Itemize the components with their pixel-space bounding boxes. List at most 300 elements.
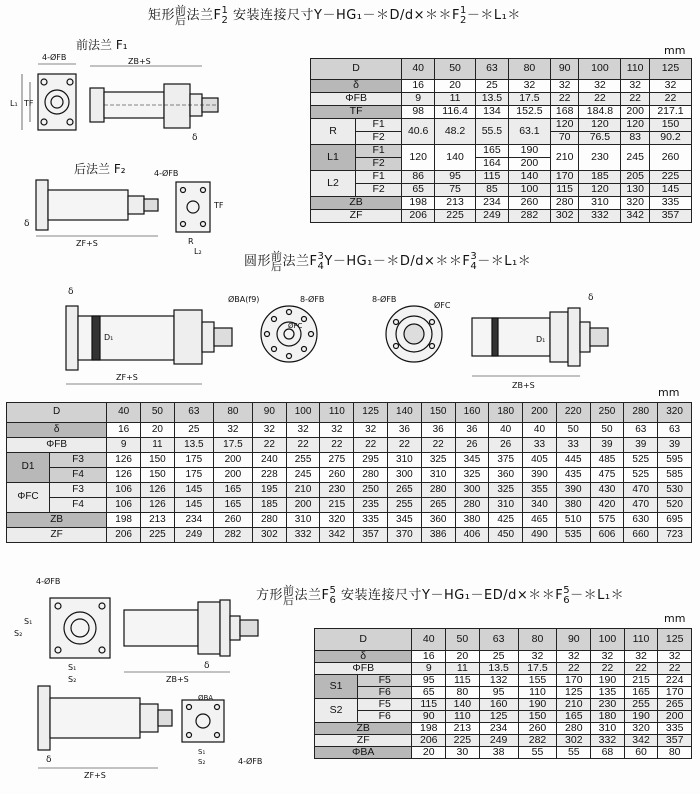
cell: 120 — [621, 119, 650, 132]
cell: 22 — [591, 663, 625, 675]
cell: 63 — [624, 423, 658, 438]
cell: 260 — [320, 468, 354, 483]
cell: 165 — [475, 145, 508, 158]
cell: 234 — [174, 513, 213, 528]
cell: 340 — [523, 498, 557, 513]
cell: 250 — [354, 483, 388, 498]
section3-title-prefix: 方形 — [256, 588, 284, 603]
cell: 11 — [446, 663, 480, 675]
round-flange-drawing — [6, 278, 696, 398]
header-cell: D — [7, 403, 107, 423]
cell: 357 — [649, 210, 691, 223]
table-row — [7, 438, 692, 453]
cell: 60 — [624, 747, 658, 759]
cell: 325 — [489, 483, 523, 498]
table-row — [311, 171, 692, 184]
row-label: ZB — [7, 513, 107, 528]
table-row — [7, 423, 692, 438]
row-label: ΦFB — [315, 663, 412, 675]
l2-dim-text: L₂ — [194, 247, 202, 256]
cell: 210 — [550, 145, 579, 171]
cell: 17.5 — [518, 663, 557, 675]
cell: 282 — [213, 528, 252, 543]
s2-dim-text-1v: S₂ — [14, 629, 23, 638]
cell: 485 — [590, 453, 624, 468]
cell: 206 — [412, 735, 446, 747]
cell: 90 — [412, 711, 446, 723]
cell: 206 — [402, 210, 435, 223]
section1-frac2 — [460, 6, 467, 26]
cell: 100 — [508, 184, 550, 197]
cell: 165 — [213, 498, 252, 513]
header-cell: 50 — [435, 59, 476, 80]
cell: 120 — [402, 145, 435, 171]
cell: 17.5 — [508, 93, 550, 106]
header-cell: D — [315, 629, 412, 651]
cell: 325 — [455, 468, 489, 483]
cell: 520 — [658, 498, 692, 513]
s2-dim-text-2: S₂ — [198, 758, 206, 766]
cell: 445 — [556, 453, 590, 468]
section2-table — [6, 402, 692, 543]
round-flange-end-view-1 — [261, 306, 317, 362]
cell: 115 — [412, 699, 446, 711]
cell: 32 — [579, 80, 621, 93]
cell: 17.5 — [213, 438, 252, 453]
cell: 80 — [446, 687, 480, 699]
cell: 39 — [658, 438, 692, 453]
r-dim-text: R — [188, 237, 194, 246]
cell: 16 — [107, 423, 141, 438]
cell: 282 — [508, 210, 550, 223]
cell: 245 — [286, 468, 320, 483]
frac-top: 5 — [329, 584, 337, 596]
cell: 525 — [624, 453, 658, 468]
cell: 325 — [421, 453, 455, 468]
cell: 200 — [658, 711, 692, 723]
header-cell: 40 — [107, 403, 141, 423]
row-label: ΦFC — [7, 483, 50, 513]
cell: 332 — [286, 528, 320, 543]
cell: 470 — [624, 498, 658, 513]
row-label: ΦFB — [311, 93, 402, 106]
cell: 200 — [213, 468, 252, 483]
cell: 26 — [489, 438, 523, 453]
cell: 110 — [446, 711, 480, 723]
cell: 165 — [557, 711, 591, 723]
cell: 255 — [624, 699, 658, 711]
cell: 134 — [475, 106, 508, 119]
cell: 40.6 — [402, 119, 435, 145]
square-flange-side-view-1 — [124, 600, 258, 656]
cell: 245 — [621, 145, 650, 171]
cell: 228 — [252, 468, 286, 483]
table-header-row — [7, 403, 692, 423]
cell: 106 — [107, 498, 141, 513]
zbs-dim-text-2: ZB+S — [512, 381, 535, 390]
cell: 55 — [518, 747, 557, 759]
frac-top: 3 — [317, 250, 325, 262]
cell: 310 — [286, 513, 320, 528]
row-label: S2 — [315, 699, 358, 723]
table-row — [311, 106, 692, 119]
cell: 98 — [402, 106, 435, 119]
cell: 36 — [388, 423, 422, 438]
header-cell: 90 — [557, 629, 591, 651]
cell: 630 — [624, 513, 658, 528]
section1-unit: mm — [664, 44, 686, 57]
cell: 280 — [455, 498, 489, 513]
cell: 345 — [455, 453, 489, 468]
fb8-dim-text-1: 8-ØFB — [300, 295, 325, 304]
row-label: ΦFB — [7, 438, 107, 453]
header-cell: 90 — [550, 59, 579, 80]
cell: 175 — [174, 468, 213, 483]
cell: 38 — [479, 747, 518, 759]
cell: 215 — [624, 675, 658, 687]
table-row — [315, 723, 692, 735]
cell: 260 — [649, 145, 691, 171]
square-flange-end-view-2 — [182, 700, 224, 742]
section1-stack-bottom: 后 — [175, 13, 187, 27]
cell: 390 — [556, 483, 590, 498]
rear-flange-label: 后法兰 F₂ — [74, 162, 126, 176]
cell: 65 — [412, 687, 446, 699]
cell: 106 — [107, 483, 141, 498]
cell: 255 — [388, 498, 422, 513]
cell: 280 — [557, 723, 591, 735]
cell: 155 — [518, 675, 557, 687]
cell: 380 — [455, 513, 489, 528]
front-flange-end-view — [22, 64, 76, 130]
cell: 39 — [590, 438, 624, 453]
cell: 390 — [523, 468, 557, 483]
cell: 132 — [479, 675, 518, 687]
section1-stack-top: 前 — [175, 3, 187, 17]
cell: 75 — [435, 184, 476, 197]
fb-dim-text-3: 4-ØFB — [36, 577, 61, 586]
row-label: ZB — [315, 723, 412, 735]
row-label: TF — [311, 106, 402, 119]
flange-label: F1 — [356, 171, 402, 184]
cell: 50 — [590, 423, 624, 438]
cell: 470 — [624, 483, 658, 498]
row-label: ΦBA — [315, 747, 412, 759]
flange-label: F2 — [356, 158, 402, 171]
front-flange-label: 前法兰 F₁ — [76, 38, 128, 52]
cell: 217.1 — [649, 106, 691, 119]
section3-title — [256, 584, 624, 606]
cell: 275 — [320, 453, 354, 468]
cell: 126 — [141, 483, 175, 498]
cell: 332 — [579, 210, 621, 223]
cell: 585 — [658, 468, 692, 483]
cell: 22 — [557, 663, 591, 675]
cell: 175 — [174, 453, 213, 468]
cell: 116.4 — [435, 106, 476, 119]
cell: 22 — [421, 438, 455, 453]
cell: 126 — [107, 453, 141, 468]
table-header-row — [315, 629, 692, 651]
section1-title-rest: 安装连接尺寸Y－HG₁－＊D/d×＊＊F — [228, 8, 461, 23]
table-row — [315, 651, 692, 663]
delta-dim-text-6: δ — [46, 755, 52, 765]
flange-label: F2 — [356, 132, 402, 145]
section3-title-mid: 法兰F — [294, 588, 330, 603]
cell: 723 — [658, 528, 692, 543]
cell: 406 — [455, 528, 489, 543]
fb-dim-text-1: 4-ØFB — [42, 53, 67, 62]
header-cell: 40 — [402, 59, 435, 80]
section2-unit: mm — [658, 386, 680, 399]
table-header-row — [311, 59, 692, 80]
cell: 22 — [579, 93, 621, 106]
cell: 22 — [649, 93, 691, 106]
cell: 535 — [556, 528, 590, 543]
header-cell: 160 — [455, 403, 489, 423]
flange-label: F3 — [50, 453, 107, 468]
table-row — [315, 687, 692, 699]
cell: 375 — [489, 453, 523, 468]
header-cell: 320 — [658, 403, 692, 423]
header-cell: 110 — [624, 629, 658, 651]
cell: 198 — [402, 197, 435, 210]
header-cell: 140 — [388, 403, 422, 423]
ba-dim-text: ØBA(f9) — [228, 295, 260, 304]
cell: 165 — [213, 483, 252, 498]
square-flange-side-view-2 — [38, 686, 172, 750]
cell: 32 — [550, 80, 579, 93]
cell: 265 — [421, 498, 455, 513]
cell: 36 — [455, 423, 489, 438]
cell: 465 — [523, 513, 557, 528]
cell: 22 — [252, 438, 286, 453]
cell: 32 — [252, 423, 286, 438]
cell: 32 — [649, 80, 691, 93]
cell: 32 — [624, 651, 658, 663]
cell: 32 — [658, 651, 692, 663]
cell: 26 — [455, 438, 489, 453]
cell: 210 — [557, 699, 591, 711]
cell: 120 — [550, 119, 579, 132]
table-row — [311, 145, 692, 158]
row-label: ZB — [311, 197, 402, 210]
front-flange-side-view — [90, 84, 218, 128]
ba-dim-text-2: ØBA — [198, 694, 214, 702]
header-cell: 125 — [354, 403, 388, 423]
section1-title-stack — [175, 3, 187, 27]
cell: 230 — [579, 145, 621, 171]
cell: 695 — [658, 513, 692, 528]
table-row — [7, 498, 692, 513]
cell: 225 — [141, 528, 175, 543]
cell: 140 — [435, 145, 476, 171]
cell: 32 — [591, 651, 625, 663]
cell: 126 — [141, 498, 175, 513]
frac-top: 3 — [470, 250, 478, 262]
d1-dim-text-2: D₁ — [536, 335, 546, 344]
cell: 310 — [579, 197, 621, 210]
cell: 9 — [412, 663, 446, 675]
rear-flange-side-view — [36, 180, 158, 230]
cell: 280 — [354, 468, 388, 483]
cell: 150 — [518, 711, 557, 723]
table-row — [311, 197, 692, 210]
cell: 22 — [550, 93, 579, 106]
cell: 240 — [252, 453, 286, 468]
cell: 282 — [518, 735, 557, 747]
section3-unit: mm — [664, 612, 686, 625]
table-row — [311, 80, 692, 93]
cell: 405 — [523, 453, 557, 468]
cell: 213 — [446, 723, 480, 735]
tf-dim-text: TF — [24, 99, 34, 108]
row-label: ZF — [7, 528, 107, 543]
delta-dim-text-4: δ — [588, 293, 594, 303]
cell: 164 — [475, 158, 508, 171]
cell: 357 — [658, 735, 692, 747]
header-cell: 80 — [508, 59, 550, 80]
cell: 360 — [421, 513, 455, 528]
flange-label: F6 — [358, 687, 412, 699]
cell: 80 — [658, 747, 692, 759]
cell: 115 — [446, 675, 480, 687]
section1-title — [148, 4, 521, 26]
cell: 33 — [523, 438, 557, 453]
cell: 63 — [658, 423, 692, 438]
row-label: ZF — [311, 210, 402, 223]
header-cell: 220 — [556, 403, 590, 423]
cell: 213 — [435, 197, 476, 210]
cell: 32 — [213, 423, 252, 438]
cell: 225 — [649, 171, 691, 184]
cell: 22 — [354, 438, 388, 453]
table-row — [315, 675, 692, 687]
cell: 170 — [550, 171, 579, 184]
cell: 135 — [591, 687, 625, 699]
header-cell: 280 — [624, 403, 658, 423]
zbs-dim-text-1: ZB+S — [128, 57, 151, 66]
cell: 235 — [354, 498, 388, 513]
cell: 70 — [550, 132, 579, 145]
frac-bottom: 4 — [317, 260, 325, 272]
cell: 63.1 — [508, 119, 550, 145]
header-cell: 200 — [523, 403, 557, 423]
cell: 190 — [518, 699, 557, 711]
cell: 22 — [624, 663, 658, 675]
rear-flange-end-view — [176, 182, 210, 232]
cell: 32 — [320, 423, 354, 438]
cell: 360 — [489, 468, 523, 483]
flange-label: F4 — [50, 468, 107, 483]
cell: 234 — [479, 723, 518, 735]
delta-dim-text-5: δ — [204, 661, 210, 671]
cell: 425 — [489, 513, 523, 528]
cell: 302 — [252, 528, 286, 543]
round-flange-side-view-1 — [66, 306, 232, 370]
cell: 335 — [649, 197, 691, 210]
cell: 16 — [402, 80, 435, 93]
cell: 510 — [556, 513, 590, 528]
cell: 125 — [557, 687, 591, 699]
cell: 302 — [557, 735, 591, 747]
cell: 32 — [621, 80, 650, 93]
zfs-dim-text-1: ZF+S — [76, 239, 98, 248]
zbs-dim-text-3: ZB+S — [166, 675, 189, 684]
cell: 39 — [624, 438, 658, 453]
header-cell: 100 — [579, 59, 621, 80]
cell: 110 — [518, 687, 557, 699]
cell: 234 — [475, 197, 508, 210]
fb-dim-text-4: 4-ØFB — [238, 757, 263, 766]
flange-label: F3 — [50, 483, 107, 498]
table-row — [7, 528, 692, 543]
cell: 342 — [621, 210, 650, 223]
cell: 13.5 — [479, 663, 518, 675]
cell: 265 — [658, 699, 692, 711]
flange-label: F5 — [358, 675, 412, 687]
cell: 126 — [107, 468, 141, 483]
cell: 25 — [479, 651, 518, 663]
cell: 95 — [435, 171, 476, 184]
cell: 120 — [579, 119, 621, 132]
header-cell: 110 — [320, 403, 354, 423]
section2-title-rest: Y－HG₁－＊D/d×＊＊F — [324, 254, 471, 269]
header-cell: 125 — [649, 59, 691, 80]
cell: 22 — [621, 93, 650, 106]
table-row — [7, 483, 692, 498]
cell: 36 — [421, 423, 455, 438]
front-flange-drawing — [8, 52, 308, 162]
cell: 32 — [557, 651, 591, 663]
cell: 65 — [402, 184, 435, 197]
cell: 185 — [579, 171, 621, 184]
table-row — [315, 663, 692, 675]
cell: 40 — [489, 423, 523, 438]
cell: 357 — [354, 528, 388, 543]
frac-top: 5 — [563, 584, 571, 596]
cell: 9 — [402, 93, 435, 106]
section1-table — [310, 58, 692, 223]
cell: 13.5 — [475, 93, 508, 106]
table-row — [311, 184, 692, 197]
cell: 20 — [412, 747, 446, 759]
cell: 355 — [523, 483, 557, 498]
cell: 190 — [591, 675, 625, 687]
row-label: R — [311, 119, 356, 145]
cell: 190 — [508, 145, 550, 158]
cell: 475 — [590, 468, 624, 483]
delta-dim-text-2: δ — [24, 219, 30, 229]
cell: 342 — [624, 735, 658, 747]
cell: 215 — [320, 498, 354, 513]
cell: 165 — [624, 687, 658, 699]
table-row — [7, 453, 692, 468]
cell: 280 — [421, 483, 455, 498]
cell: 170 — [557, 675, 591, 687]
cell: 200 — [213, 453, 252, 468]
table-row — [315, 711, 692, 723]
cell: 22 — [658, 663, 692, 675]
cell: 55.5 — [475, 119, 508, 145]
header-cell: 110 — [621, 59, 650, 80]
section2-title — [244, 250, 531, 272]
table-row — [315, 699, 692, 711]
header-cell: 63 — [174, 403, 213, 423]
cell: 184.8 — [579, 106, 621, 119]
cell: 420 — [590, 498, 624, 513]
delta-dim-text-1: δ — [192, 133, 198, 143]
